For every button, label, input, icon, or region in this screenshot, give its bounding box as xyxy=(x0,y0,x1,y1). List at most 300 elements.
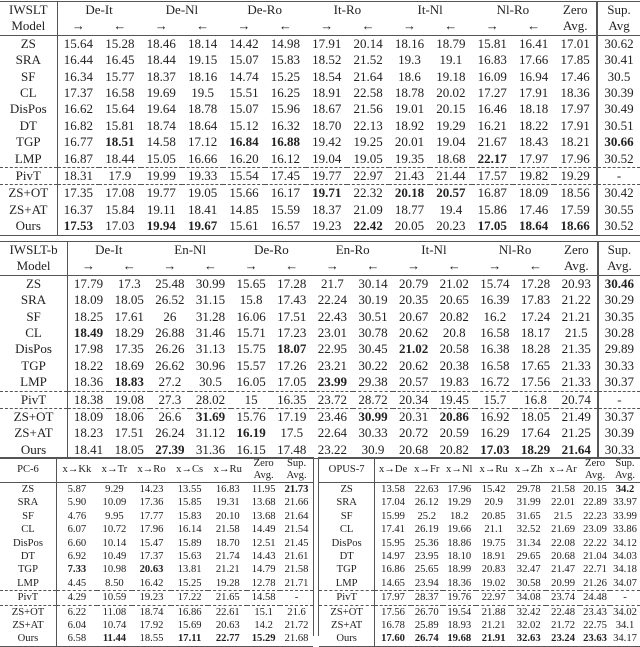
header-row-directions xyxy=(0,18,640,35)
table-cell: 20.31 xyxy=(393,409,434,426)
table-cell: 22.97 xyxy=(476,591,511,605)
model-name: ZS xyxy=(319,483,375,497)
table-cell: 16.38 xyxy=(480,341,510,357)
table-cell: 17.05 xyxy=(277,374,307,390)
table-cell: 13.68 xyxy=(251,510,276,522)
table-cell: 18.14 xyxy=(187,35,218,51)
zero-avg-header: Zero xyxy=(562,2,588,17)
table-cell: 20.79 xyxy=(398,275,429,291)
table-cell: 16.72 xyxy=(480,374,510,390)
table-row xyxy=(0,134,640,150)
table-row xyxy=(319,577,640,591)
table-cell: 19.08 xyxy=(109,391,150,408)
table-cell: 16.39 xyxy=(480,292,510,308)
model-name: Ours xyxy=(319,632,375,646)
table-cell: 30.14 xyxy=(358,275,388,291)
table-cell: 26.26 xyxy=(155,341,185,357)
table-cell: 23.95 xyxy=(414,551,439,563)
table-cell: 17.45 xyxy=(265,168,306,185)
table-cell: 15.1 xyxy=(247,605,280,619)
table-cell: 21.56 xyxy=(353,101,383,117)
table-cell: 30.37 xyxy=(598,374,640,391)
table-cell: 16.06 xyxy=(236,308,266,324)
table-cell: 21.91 xyxy=(481,633,506,645)
table-cell: 17.59 xyxy=(560,201,590,217)
table-cell: 11.08 xyxy=(97,605,132,619)
table-cell: 16.44 xyxy=(63,52,93,68)
table-cell: 15.99 xyxy=(381,510,405,522)
table-row xyxy=(0,118,640,134)
table-cell: 21.5 xyxy=(564,325,588,341)
table-cell: 30.66 xyxy=(597,134,640,150)
table-cell: 33.99 xyxy=(613,510,637,522)
table-cell: 22.61 xyxy=(208,605,247,619)
table-cell: 16.86 xyxy=(171,605,208,619)
table-name: PC-6 xyxy=(0,458,56,483)
arrow-right-icon: → xyxy=(312,258,353,275)
table-cell: 20.14 xyxy=(353,35,383,51)
model-name: CL xyxy=(0,325,68,341)
table-cell: 21.88 xyxy=(476,605,511,619)
table-row xyxy=(0,341,640,357)
table-cell: 19.42 xyxy=(312,134,342,150)
sup-avg-header-top: Sup. xyxy=(615,458,635,469)
table-cell: 18.38 xyxy=(68,391,109,408)
arrow-left-icon: ← xyxy=(353,258,394,275)
table-cell: 14.43 xyxy=(251,551,276,563)
model-name: DisPos xyxy=(0,341,68,357)
model-name: ZS xyxy=(0,35,57,52)
table-cell: 15.86 xyxy=(477,201,507,217)
table-cell: 18.70 xyxy=(215,537,240,549)
table-row xyxy=(0,425,640,441)
table-cell: 18.69 xyxy=(114,357,144,373)
table-cell: 15.83 xyxy=(270,52,300,68)
table-cell: 21.67 xyxy=(477,134,507,150)
table-cell: 15.61 xyxy=(229,218,259,234)
table-cell: 9.29 xyxy=(105,484,124,495)
model-name: ZS+OT xyxy=(319,605,375,619)
table-cell: 23.43 xyxy=(580,605,610,619)
table-cell: 21.26 xyxy=(583,577,607,589)
table-cell: 28.37 xyxy=(411,591,443,605)
table-cell: 19.68 xyxy=(447,633,472,645)
table-cell: 17.27 xyxy=(477,85,507,101)
arrow-left-icon: ← xyxy=(265,18,306,35)
table-cell: 20.67 xyxy=(398,308,429,324)
table-cell: 19.54 xyxy=(443,605,476,619)
table-row xyxy=(0,292,640,308)
table-cell: 23.09 xyxy=(583,524,607,536)
table-cell: 18.91 xyxy=(481,551,506,563)
table-cell: 30.96 xyxy=(195,357,226,373)
table-cell: 23.72 xyxy=(312,391,353,408)
table-cell: 18.77 xyxy=(394,201,425,217)
table-cell: 30.55 xyxy=(597,202,640,218)
table-cell: 6.07 xyxy=(67,524,87,536)
table-cell: 19.66 xyxy=(447,524,472,536)
table-cell: 30.5 xyxy=(199,374,222,390)
model-header: Model xyxy=(0,18,57,35)
table-row xyxy=(0,510,313,523)
table-cell: 20.05 xyxy=(394,218,425,234)
table-cell: 30.9 xyxy=(361,441,385,457)
model-name: ZS+AT xyxy=(0,202,57,218)
table-cell: 21.1 xyxy=(484,524,503,536)
table-cell: 16.58 xyxy=(480,357,510,373)
column-header: x→Ru xyxy=(476,458,511,483)
table-cell: 22.77 xyxy=(215,633,240,645)
table-cell: 17.41 xyxy=(381,524,405,536)
table-cell: 12.51 xyxy=(251,537,276,549)
table-cell: 18.09 xyxy=(73,292,104,308)
table-cell: 16.15 xyxy=(236,441,266,457)
model-name: ZS+OT xyxy=(0,605,56,619)
model-name: PivT xyxy=(0,591,56,605)
table-cell: 20.72 xyxy=(398,425,429,441)
table-cell: 18.07 xyxy=(277,341,307,357)
table-cell: 23.22 xyxy=(317,441,347,457)
table-cell: 30.5 xyxy=(597,69,640,85)
table-cell: 19.01 xyxy=(394,101,425,117)
table-cell: 16.86 xyxy=(381,564,405,576)
zero-avg-header-bottom: Avg. xyxy=(253,470,274,481)
table-cell: 18.16 xyxy=(394,35,425,51)
table-cell: 16.87 xyxy=(472,185,513,202)
table-cell: 30.99 xyxy=(353,409,394,426)
table-cell: 18.99 xyxy=(447,564,472,576)
table-cell: 30.29 xyxy=(598,292,640,308)
pair-header: It-Nl xyxy=(417,2,443,17)
table-row xyxy=(319,483,640,497)
table-cell: 17.51 xyxy=(114,425,144,441)
table-row xyxy=(0,537,313,550)
table-cell: 17.36 xyxy=(139,497,164,509)
arrow-left-icon: ← xyxy=(182,18,223,35)
table-cell: 17.77 xyxy=(139,510,164,522)
table-cell: 27.3 xyxy=(150,391,191,408)
table-cell: 16.32 xyxy=(270,117,300,133)
table-cell: 15.74 xyxy=(480,275,510,291)
table-cell: 15.85 xyxy=(177,497,202,509)
table-cell: 17.97 xyxy=(375,591,411,605)
table-cell: 19.28 xyxy=(215,577,240,589)
pair-header: It-Ro xyxy=(333,2,362,17)
table-cell: 18.22 xyxy=(518,117,549,133)
table-cell: 19.1 xyxy=(439,52,463,68)
table-cell: 18.06 xyxy=(109,409,150,426)
pair-header: De-Ro xyxy=(247,2,282,17)
table-cell: 20.9 xyxy=(484,497,503,509)
pair-header: De-It xyxy=(85,2,113,17)
table-cell: 16.45 xyxy=(105,52,135,68)
table-cell: 21.64 xyxy=(561,441,591,457)
table-cell: 16.41 xyxy=(518,35,549,51)
table-cell: 26.24 xyxy=(155,425,185,441)
pair-header: De-Nl xyxy=(165,2,199,17)
table-cell: 17.56 xyxy=(375,605,411,619)
table-cell: 25.89 xyxy=(414,620,439,632)
sup-avg-header-sub: Avg. xyxy=(598,258,640,275)
table-cell: 20.01 xyxy=(394,134,425,150)
table-cell: 30.33 xyxy=(358,425,388,441)
sup-avg-header xyxy=(610,458,640,483)
model-name: CL xyxy=(319,523,375,536)
model-name: SRA xyxy=(0,292,68,308)
table-cell: 34.1 xyxy=(615,620,635,632)
table-cell: 18.54 xyxy=(312,68,342,84)
arrow-left-icon: ← xyxy=(271,258,312,275)
table-cell: 17.97 xyxy=(518,150,549,166)
model-name: LMP xyxy=(0,374,68,391)
model-name: ZS+AT xyxy=(319,619,375,632)
table-name: IWSLT-b xyxy=(0,242,68,259)
table-cell: 15.59 xyxy=(270,201,300,217)
table-cell: 19.04 xyxy=(436,134,466,150)
table-cell: 30.39 xyxy=(598,425,640,441)
table-cell: 30.52 xyxy=(597,218,640,235)
table-cell: 22.13 xyxy=(353,117,383,133)
table-cell: 20.86 xyxy=(434,409,475,426)
table-cell: 34.18 xyxy=(613,564,637,576)
table-cell: 8.50 xyxy=(105,577,124,589)
table-cell: 5.87 xyxy=(67,484,87,495)
table-cell: 19.45 xyxy=(434,391,475,408)
table-cell: 31.65 xyxy=(516,510,541,522)
table-cell: 30.52 xyxy=(597,151,640,168)
arrow-left-icon: ← xyxy=(109,258,150,275)
table-cell: 18.49 xyxy=(73,325,104,341)
table-row xyxy=(319,550,640,563)
table-cell: 17.98 xyxy=(73,341,104,357)
table-cell: 15.51 xyxy=(229,85,259,101)
arrow-right-icon: → xyxy=(231,258,272,275)
model-name: CL xyxy=(0,85,57,101)
table-cell: 25.48 xyxy=(155,275,185,291)
table-cell: 19.64 xyxy=(146,101,176,117)
table-cell: 15.83 xyxy=(177,510,202,522)
table-cell: 17.03 xyxy=(105,218,135,234)
table-cell: 18.46 xyxy=(146,35,176,51)
table-cell: 17.46 xyxy=(560,68,590,84)
table-cell: 16.83 xyxy=(477,52,507,68)
arrow-left-icon: ← xyxy=(99,18,140,35)
table-cell: 34.02 xyxy=(610,605,640,619)
table-cell: 17.79 xyxy=(73,275,104,291)
table-cell: 17.48 xyxy=(277,441,307,457)
table-cell: 15.25 xyxy=(270,68,300,84)
table-cell: 26.62 xyxy=(155,357,185,373)
zero-avg-header xyxy=(580,458,610,483)
table-cell: 18.55 xyxy=(139,633,164,645)
table-cell: 22.43 xyxy=(317,308,347,324)
header-row-pairs xyxy=(0,242,640,259)
table-cell: 26.88 xyxy=(155,325,185,341)
arrow-left-icon: ← xyxy=(190,258,231,275)
table-cell: 16.83 xyxy=(215,484,240,495)
table-cell: 17.28 xyxy=(277,275,307,291)
table-cell: 24.48 xyxy=(580,591,610,605)
table-cell: - xyxy=(610,591,640,605)
table-cell: 30.78 xyxy=(358,325,388,341)
table-row xyxy=(319,619,640,632)
table-cell: 21.02 xyxy=(439,275,469,291)
table-row xyxy=(0,151,640,168)
table-cell: 25.65 xyxy=(414,564,439,576)
column-header: x→Zh xyxy=(511,458,546,483)
table-cell: 10.59 xyxy=(97,591,132,605)
table-cell: 22.23 xyxy=(583,510,607,522)
table-cell: 20.63 xyxy=(215,620,240,632)
table-cell: 12.78 xyxy=(251,577,276,589)
table-cell: 16.66 xyxy=(187,150,218,166)
table-cell: 21.5 xyxy=(553,510,573,522)
table-cell: 18.36 xyxy=(560,85,590,101)
table-cell: 30.28 xyxy=(598,325,640,341)
table-cell: 34.12 xyxy=(613,537,637,549)
iwslt-b-results-table xyxy=(0,241,640,459)
table-cell: 17.91 xyxy=(518,85,549,101)
table-cell: 21.52 xyxy=(353,52,383,68)
pair-header: En-Nl xyxy=(174,242,207,257)
table-cell: 18.10 xyxy=(447,551,472,563)
table-cell: 20.65 xyxy=(439,292,469,308)
model-name: ZS+AT xyxy=(0,425,68,441)
table-cell: 17.91 xyxy=(312,35,342,51)
model-name: Ours xyxy=(0,218,57,235)
table-cell: 17.04 xyxy=(381,497,405,509)
table-cell: 15.7 xyxy=(475,391,516,408)
table-cell: 14.42 xyxy=(229,35,259,51)
table-cell: 18.86 xyxy=(447,537,472,549)
table-cell: 18.44 xyxy=(105,150,135,166)
model-name: DT xyxy=(0,118,57,134)
table-cell: 18.78 xyxy=(394,85,425,101)
table-cell: 16.88 xyxy=(270,134,300,150)
table-cell: 15.42 xyxy=(481,484,506,495)
table-cell: 17.22 xyxy=(171,591,208,605)
table-cell: 22.32 xyxy=(347,185,388,202)
table-cell: 20.59 xyxy=(439,425,469,441)
table-cell: 15.54 xyxy=(223,168,264,185)
table-cell: 18.92 xyxy=(394,117,425,133)
table-name: IWSLT xyxy=(0,2,57,19)
table-cell: 16.87 xyxy=(63,150,93,166)
table-row xyxy=(319,563,640,576)
table-row xyxy=(0,483,313,497)
table-cell: 21.72 xyxy=(284,620,309,632)
table-cell: 18.29 xyxy=(520,441,551,457)
model-name: TGP xyxy=(0,134,57,150)
table-cell: 16.37 xyxy=(63,201,93,217)
table-cell: 22.97 xyxy=(347,168,388,185)
table-cell: 18.31 xyxy=(57,168,99,185)
table-cell: 21.09 xyxy=(353,201,383,217)
table-row xyxy=(319,537,640,550)
model-name: PivT xyxy=(0,391,68,408)
table-cell: - xyxy=(280,591,313,605)
table-cell: 13.55 xyxy=(177,484,202,495)
model-name: DisPos xyxy=(0,537,56,550)
table-cell: 22.42 xyxy=(353,218,383,234)
arrow-right-icon: → xyxy=(68,258,109,275)
table-cell: 30.33 xyxy=(598,442,640,459)
table-cell: 15.47 xyxy=(139,537,164,549)
table-cell: 26.52 xyxy=(155,292,185,308)
table-cell: 9.95 xyxy=(105,510,124,522)
table-cell: 32.63 xyxy=(516,633,541,645)
table-cell: 31.36 xyxy=(195,441,226,457)
table-cell: 15.05 xyxy=(146,150,176,166)
table-row xyxy=(319,523,640,536)
table-cell: 29.78 xyxy=(516,484,541,495)
table-cell: 17.57 xyxy=(472,168,513,185)
table-cell: 19.11 xyxy=(146,201,176,217)
table-cell: 29.65 xyxy=(516,551,541,563)
arrow-right-icon: → xyxy=(223,18,264,35)
table-row xyxy=(319,496,640,509)
table-cell: 17.46 xyxy=(518,201,549,217)
table-cell: 21.74 xyxy=(215,551,240,563)
model-name: Ours xyxy=(0,632,56,646)
table-cell: 15.28 xyxy=(105,35,135,51)
table-cell: 18.37 xyxy=(146,68,176,84)
sup-avg-header-bottom: Avg. xyxy=(614,470,636,481)
table-cell: 16.77 xyxy=(63,134,93,150)
table-cell: 21.73 xyxy=(284,484,309,495)
table-cell: 20.62 xyxy=(398,325,429,341)
arrow-right-icon: → xyxy=(393,258,434,275)
table-cell: 21.58 xyxy=(551,484,575,495)
model-name: SF xyxy=(0,309,68,325)
table-cell: 20.74 xyxy=(556,391,598,408)
column-header: x→Fr xyxy=(411,458,443,483)
table-cell: 16.14 xyxy=(177,524,202,536)
table-cell: 19.3 xyxy=(398,52,421,68)
table-row xyxy=(0,619,313,632)
arrow-right-icon: → xyxy=(141,18,182,35)
table-cell: 19.05 xyxy=(353,150,383,166)
model-name: ZS+OT xyxy=(0,185,57,202)
iwslt-results-table xyxy=(0,1,640,236)
model-name: ZS xyxy=(0,483,56,497)
table-cell: 7.33 xyxy=(67,564,87,576)
table-cell: 13.58 xyxy=(381,484,405,495)
table-cell: 17.03 xyxy=(480,441,510,457)
table-cell: 23.74 xyxy=(546,591,580,605)
table-cell: 15.89 xyxy=(177,537,202,549)
column-header: x→De xyxy=(375,458,411,483)
table-cell: 6.04 xyxy=(67,620,87,632)
table-cell: 18.6 xyxy=(398,68,421,84)
table-cell: 16.82 xyxy=(63,117,93,133)
model-name: Ours xyxy=(0,442,68,459)
arrow-left-icon: ← xyxy=(513,18,554,35)
table-cell: 20.15 xyxy=(436,101,466,117)
table-cell: 18.21 xyxy=(560,134,590,150)
table-cell: 23.24 xyxy=(551,633,575,645)
table-cell: 21.22 xyxy=(561,292,591,308)
table-cell: 27.39 xyxy=(155,441,185,457)
table-row xyxy=(0,325,640,341)
table-cell: 30.62 xyxy=(597,35,640,52)
table-cell: 19.29 xyxy=(554,168,597,185)
table-cell: 16.92 xyxy=(475,409,516,426)
table-cell: 21.02 xyxy=(398,341,429,357)
table-cell: 17.83 xyxy=(520,292,551,308)
table-cell: 18.23 xyxy=(73,425,104,441)
table-cell: 30.45 xyxy=(358,341,388,357)
